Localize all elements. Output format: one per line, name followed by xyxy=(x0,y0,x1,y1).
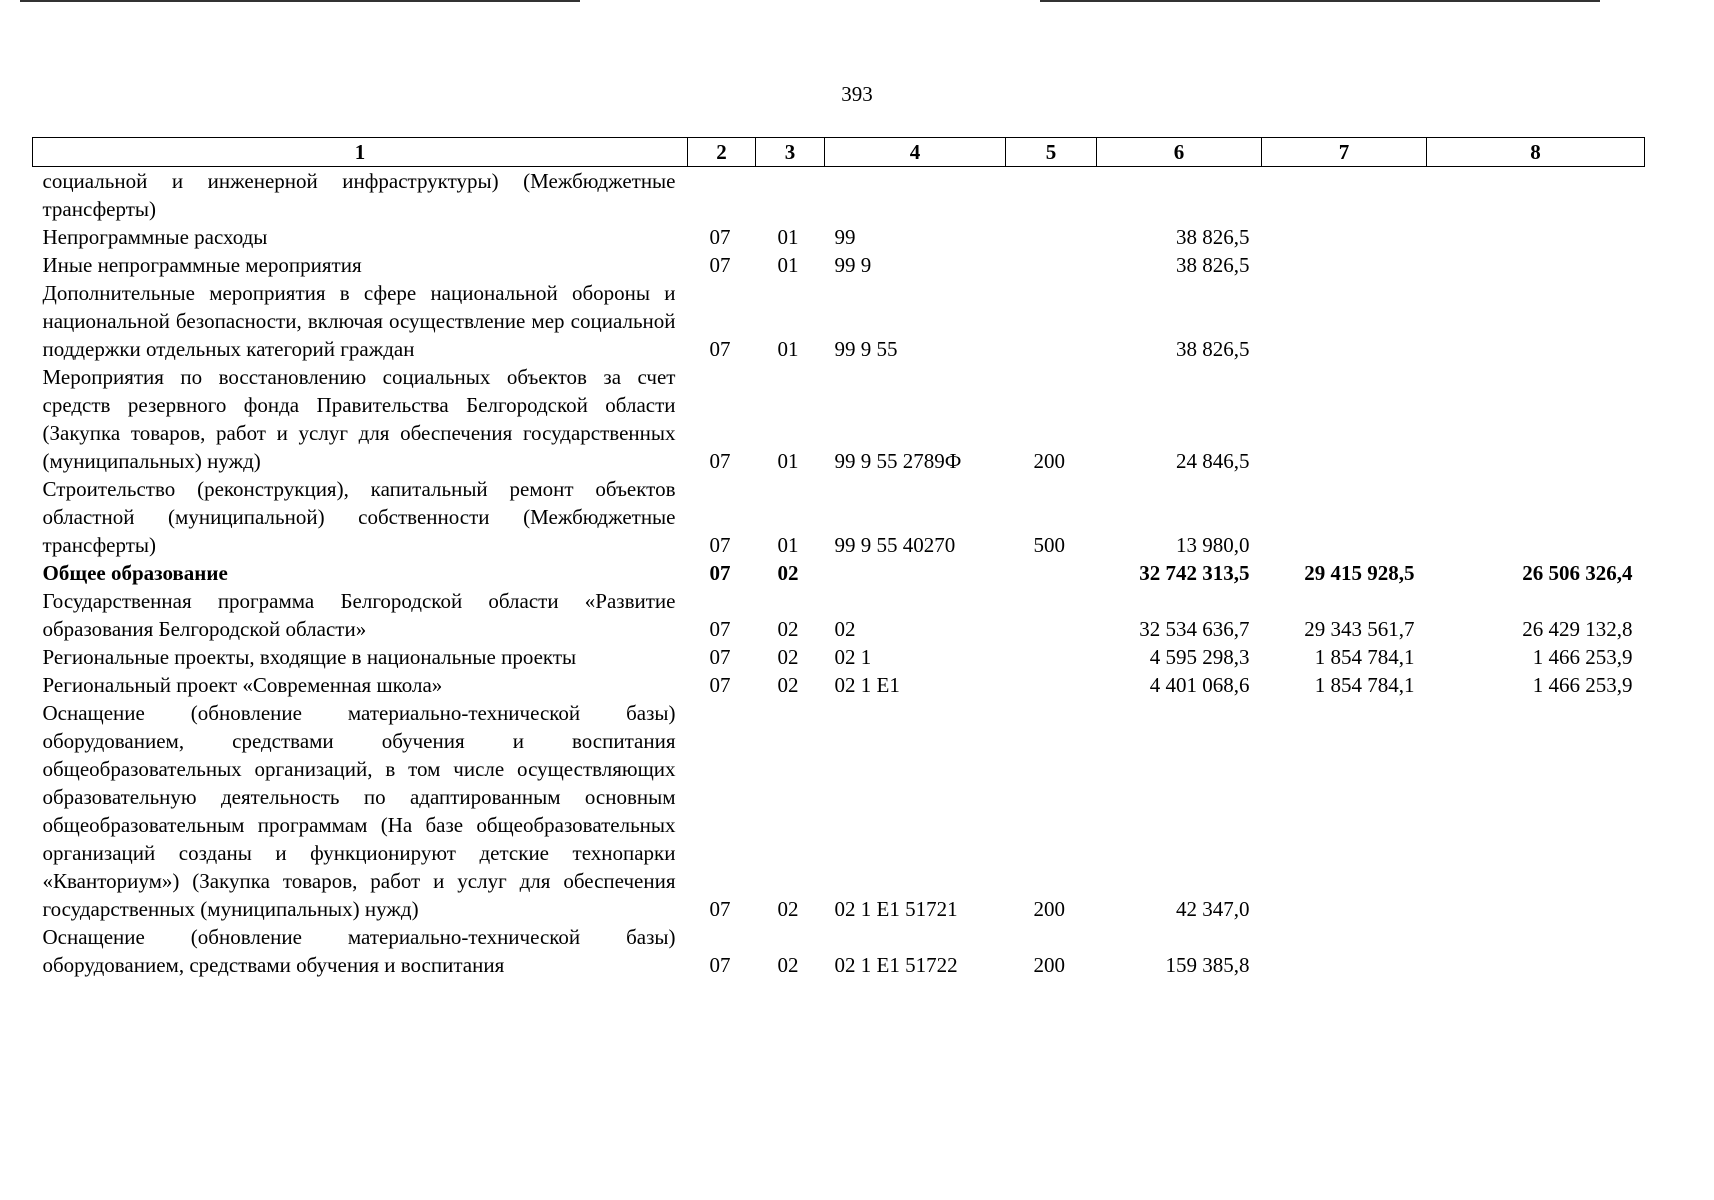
row-amount-col6: 38 826,5 xyxy=(1176,253,1250,277)
table-header-row xyxy=(33,138,1645,167)
row-amount-col7: 1 854 784,1 xyxy=(1314,673,1415,697)
row-section xyxy=(688,167,756,224)
row-subsection: 02 xyxy=(777,897,799,921)
row-amount-col8 xyxy=(1427,251,1645,279)
table-row xyxy=(33,559,1645,587)
row-subsection: 01 xyxy=(777,253,799,277)
row-subsection: 02 xyxy=(777,617,799,641)
row-expense-type xyxy=(1006,643,1097,671)
row-expense-type xyxy=(1006,671,1097,699)
row-target-article: 99 9 55 2789Ф xyxy=(834,449,962,473)
row-amount-col6: 13 980,0 xyxy=(1176,533,1250,557)
row-amount-col8: 26 506 326,4 xyxy=(1522,561,1633,585)
row-subsection: 01 xyxy=(777,337,799,361)
row-name: Непрограммные расходы xyxy=(42,225,268,249)
table-row xyxy=(33,643,1645,671)
column-header-4: 4 xyxy=(825,138,1006,167)
column-header-2: 2 xyxy=(688,138,756,167)
row-name: Региональный проект «Современная школа» xyxy=(42,673,443,697)
row-subsection: 02 xyxy=(777,673,799,697)
row-name: Оснащение (обновление материально-технической базы) оборудованием, средствами обучения и воспитания xyxy=(42,925,676,977)
table-row xyxy=(33,251,1645,279)
row-section: 07 xyxy=(709,337,731,361)
row-amount-col7 xyxy=(1262,699,1427,923)
row-amount-col8: 1 466 253,9 xyxy=(1532,645,1633,669)
row-amount-col8: 1 466 253,9 xyxy=(1532,673,1633,697)
table-row xyxy=(33,167,1645,224)
table-row xyxy=(33,699,1645,923)
column-header-3: 3 xyxy=(756,138,825,167)
row-subsection: 01 xyxy=(777,225,799,249)
row-expense-type: 200 xyxy=(1033,897,1065,921)
column-header-1: 1 xyxy=(33,138,688,167)
row-section: 07 xyxy=(709,673,731,697)
row-amount-col7 xyxy=(1262,923,1427,979)
row-name: Иные непрограммные мероприятия xyxy=(42,253,362,277)
row-name: Мероприятия по восстановлению социальных объектов за счет средств резервного фонда Правительства Белгородской области (Закупка товаров, работ и услуг для обеспечения государственных (муниципальных) нужд) xyxy=(42,365,676,473)
row-amount-col7 xyxy=(1262,251,1427,279)
row-subsection: 02 xyxy=(777,645,799,669)
row-section: 07 xyxy=(709,953,731,977)
row-expense-type xyxy=(1006,279,1097,363)
budget-table xyxy=(32,137,1645,979)
row-amount-col8 xyxy=(1427,279,1645,363)
row-subsection xyxy=(756,167,825,224)
row-amount-col6: 4 595 298,3 xyxy=(1149,645,1250,669)
column-header-5: 5 xyxy=(1006,138,1097,167)
row-amount-col8 xyxy=(1427,699,1645,923)
row-amount-col8 xyxy=(1427,923,1645,979)
row-subsection: 02 xyxy=(777,561,799,585)
row-amount-col6: 4 401 068,6 xyxy=(1149,673,1250,697)
row-amount-col7 xyxy=(1262,279,1427,363)
row-amount-col6: 159 385,8 xyxy=(1165,953,1250,977)
row-amount-col6: 42 347,0 xyxy=(1176,897,1250,921)
row-section: 07 xyxy=(709,617,731,641)
row-target-article: 02 1 xyxy=(834,645,872,669)
row-target-article xyxy=(825,167,1006,224)
row-expense-type: 200 xyxy=(1033,449,1065,473)
row-name: Региональные проекты, входящие в национальные проекты xyxy=(42,645,577,669)
row-target-article: 02 1 E1 51721 xyxy=(834,897,958,921)
column-header-6: 6 xyxy=(1097,138,1262,167)
row-amount-col7: 1 854 784,1 xyxy=(1314,645,1415,669)
row-amount-col6: 32 742 313,5 xyxy=(1139,561,1250,585)
row-expense-type xyxy=(1006,559,1097,587)
row-amount-col6: 38 826,5 xyxy=(1176,337,1250,361)
row-expense-type: 500 xyxy=(1033,533,1065,557)
row-target-article xyxy=(825,559,1006,587)
row-expense-type xyxy=(1006,251,1097,279)
row-target-article: 02 xyxy=(834,617,856,641)
row-name: Строительство (реконструкция), капитальный ремонт объектов областной (муниципальной) собственности (Межбюджетные трансферты) xyxy=(42,477,676,557)
row-amount-col8 xyxy=(1427,363,1645,475)
row-section: 07 xyxy=(709,225,731,249)
row-amount-col8: 26 429 132,8 xyxy=(1522,617,1633,641)
row-amount-col6: 24 846,5 xyxy=(1176,449,1250,473)
row-target-article: 99 xyxy=(834,225,856,249)
row-amount-col7 xyxy=(1262,363,1427,475)
row-amount-col7: 29 343 561,7 xyxy=(1304,617,1415,641)
column-header-8: 8 xyxy=(1427,138,1645,167)
row-section: 07 xyxy=(709,561,731,585)
row-amount-col6: 38 826,5 xyxy=(1176,225,1250,249)
row-amount-col6: 32 534 636,7 xyxy=(1139,617,1250,641)
row-subsection: 01 xyxy=(777,449,799,473)
page-number: 393 xyxy=(841,82,873,106)
row-subsection: 02 xyxy=(777,953,799,977)
table-body xyxy=(33,167,1645,980)
row-amount-col7: 29 415 928,5 xyxy=(1304,561,1415,585)
row-section: 07 xyxy=(709,253,731,277)
row-amount-col7 xyxy=(1262,223,1427,251)
row-section: 07 xyxy=(709,897,731,921)
column-header-7: 7 xyxy=(1262,138,1427,167)
row-section: 07 xyxy=(709,645,731,669)
row-amount-col8 xyxy=(1427,475,1645,559)
row-target-article: 99 9 xyxy=(834,253,872,277)
row-target-article: 02 1 E1 51722 xyxy=(834,953,958,977)
row-name: Оснащение (обновление материально-технической базы) оборудованием, средствами обучения и воспитания общеобразовательных организаций, в том числе осуществляющих образовательную деятельность по адаптированным основным общеобразовательным программам (На базе общеобразовательных организаций созданы и функционируют детские технопарки «Кванториум») (Закупка товаров, работ и услуг для обеспечения государственных (муниципальных) нужд) xyxy=(42,701,676,921)
table-row xyxy=(33,279,1645,363)
row-target-article: 99 9 55 xyxy=(834,337,898,361)
row-amount-col8 xyxy=(1427,167,1645,224)
row-name: Дополнительные мероприятия в сфере национальной обороны и национальной безопасности, включая осуществление мер социальной поддержки отдельных категорий граждан xyxy=(42,281,676,361)
table-row xyxy=(33,671,1645,699)
scan-top-edge-right xyxy=(1040,0,1600,2)
scan-top-edge-left xyxy=(20,0,580,2)
table-row xyxy=(33,223,1645,251)
row-section: 07 xyxy=(709,449,731,473)
row-expense-type: 200 xyxy=(1033,953,1065,977)
row-name: социальной и инженерной инфраструктуры) (Межбюджетные трансферты) xyxy=(42,169,676,221)
row-section: 07 xyxy=(709,533,731,557)
table-row xyxy=(33,475,1645,559)
table-row xyxy=(33,923,1645,979)
row-amount-col7 xyxy=(1262,475,1427,559)
row-target-article: 99 9 55 40270 xyxy=(834,533,956,557)
row-amount-col8 xyxy=(1427,223,1645,251)
row-amount-col6 xyxy=(1097,167,1262,224)
row-expense-type xyxy=(1006,223,1097,251)
table-row xyxy=(33,363,1645,475)
table-row xyxy=(33,587,1645,643)
row-amount-col7 xyxy=(1262,167,1427,224)
row-expense-type xyxy=(1006,167,1097,224)
row-name: Государственная программа Белгородской области «Развитие образования Белгородской области» xyxy=(42,589,676,641)
row-expense-type xyxy=(1006,587,1097,643)
row-subsection: 01 xyxy=(777,533,799,557)
row-target-article: 02 1 E1 xyxy=(834,673,900,697)
row-name: Общее образование xyxy=(42,561,228,585)
